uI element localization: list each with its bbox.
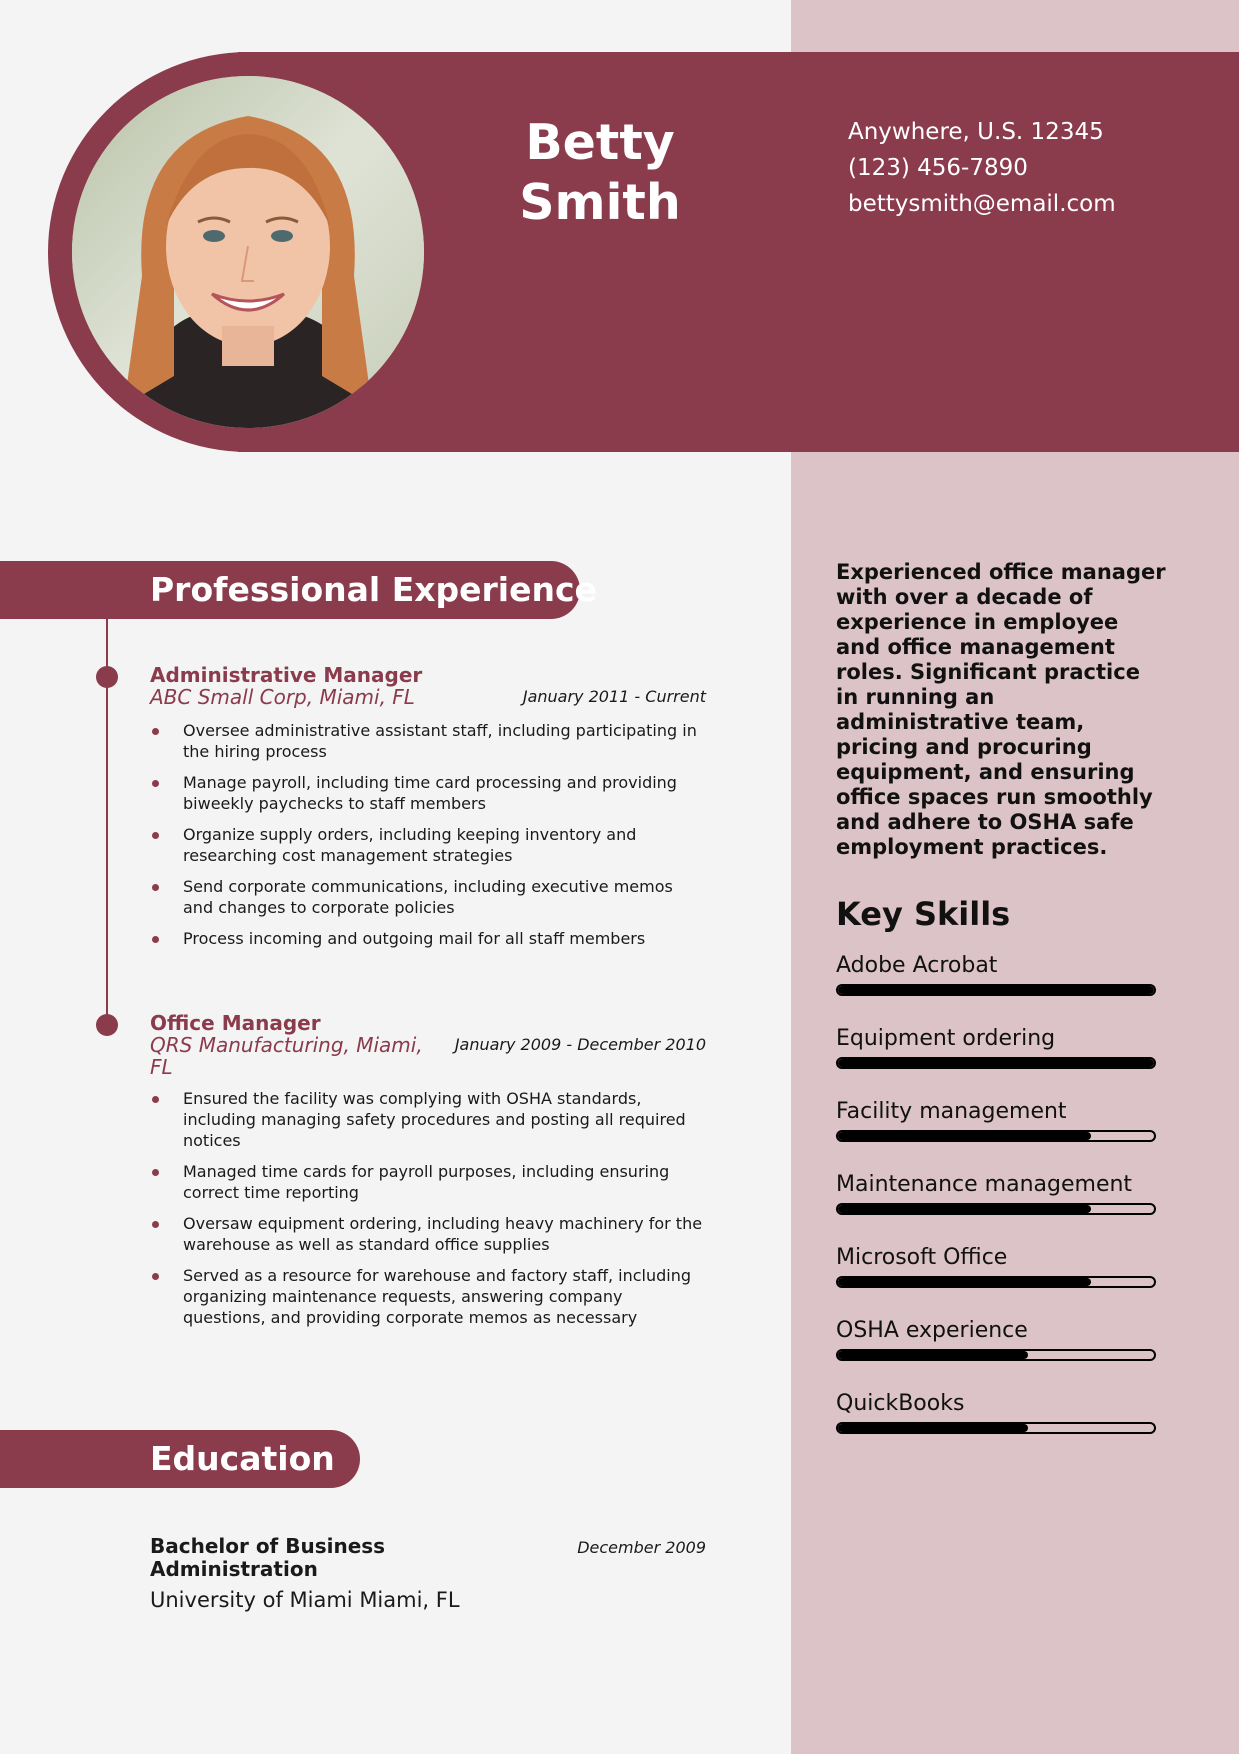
skill-name: OSHA experience xyxy=(836,1318,1028,1343)
job-entry xyxy=(150,664,706,959)
skill-name: Facility management xyxy=(836,1099,1067,1124)
skill-item xyxy=(836,952,1156,1025)
skill-bar xyxy=(836,1349,1156,1361)
skill-item xyxy=(836,1244,1156,1317)
list-item: Managed time cards for payroll purposes, including ensuring correct time reporting xyxy=(150,1161,706,1203)
skill-name: Equipment ordering xyxy=(836,1026,1056,1051)
list-item: Oversee administrative assistant staff, including participating in the hiring process xyxy=(150,720,706,762)
portrait-image xyxy=(72,76,424,428)
skills-list xyxy=(836,952,1156,1463)
experience-heading: Professional Experience xyxy=(150,570,597,609)
education-heading: Education xyxy=(150,1439,335,1478)
education-entry xyxy=(150,1535,706,1613)
professional-summary: Experienced office manager with over a decade of experience in employee and office management roles. Significant practice in running an administrative team, pricing and procuring equipment, and ensuring office spaces run smoothly and adhere to OSHA safe employment practices. xyxy=(836,560,1166,859)
list-item: Send corporate communications, including executive memos and changes to corporate policies xyxy=(150,876,706,918)
skill-item xyxy=(836,1390,1156,1463)
education-section-header xyxy=(0,1430,360,1488)
skill-item xyxy=(836,1171,1156,1244)
job-entry xyxy=(150,1012,706,1338)
company-name: QRS Manufacturing, Miami, FL xyxy=(150,1033,423,1079)
skill-name: QuickBooks xyxy=(836,1391,965,1416)
skill-bar xyxy=(836,1203,1156,1215)
list-item: Ensured the facility was complying with OSHA standards, including managing safety procedures and posting all required notices xyxy=(150,1088,706,1151)
graduation-date: December 2009 xyxy=(577,1538,706,1557)
skill-bar xyxy=(836,984,1156,996)
list-item: Oversaw equipment ordering, including heavy machinery for the warehouse as well as standard office supplies xyxy=(150,1213,706,1255)
job-duties xyxy=(150,720,706,949)
timeline-dot xyxy=(96,666,118,688)
list-item: Process incoming and outgoing mail for all staff members xyxy=(150,928,706,949)
email-link[interactable]: bettysmith@email.com xyxy=(848,191,1116,217)
job-dates: January 2011 - Current xyxy=(522,687,706,706)
job-duties xyxy=(150,1088,706,1328)
skills-heading: Key Skills xyxy=(836,895,1011,933)
skill-bar xyxy=(836,1130,1156,1142)
list-item: Organize supply orders, including keeping inventory and researching cost management strategies xyxy=(150,824,706,866)
skill-bar xyxy=(836,1276,1156,1288)
skill-bar xyxy=(836,1057,1156,1069)
skill-bar-fill xyxy=(838,1132,1091,1140)
skill-bar-fill xyxy=(838,1278,1091,1286)
school-name: University of Miami Miami, FL xyxy=(150,1588,460,1612)
candidate-name: Betty Smith xyxy=(519,114,681,231)
skill-bar xyxy=(836,1422,1156,1434)
degree-title: Bachelor of Business Administration xyxy=(150,1534,386,1581)
skill-item xyxy=(836,1025,1156,1098)
phone-text: (123) 456-7890 xyxy=(848,155,1028,181)
skill-name: Adobe Acrobat xyxy=(836,953,998,978)
company-name: ABC Small Corp, Miami, FL xyxy=(150,685,415,709)
skill-bar-fill xyxy=(838,986,1154,994)
skill-name: Microsoft Office xyxy=(836,1245,1008,1270)
list-item: Manage payroll, including time card processing and providing biweekly paychecks to staff members xyxy=(150,772,706,814)
skill-bar-fill xyxy=(838,1424,1028,1432)
skill-item xyxy=(836,1317,1156,1390)
skill-item xyxy=(836,1098,1156,1171)
job-dates: January 2009 - December 2010 xyxy=(454,1035,706,1054)
skill-bar-fill xyxy=(838,1059,1154,1067)
address-text: Anywhere, U.S. 12345 xyxy=(848,119,1104,145)
skill-bar-fill xyxy=(838,1351,1028,1359)
timeline-dot xyxy=(96,1014,118,1036)
skill-bar-fill xyxy=(838,1205,1091,1213)
skill-name: Maintenance management xyxy=(836,1172,1133,1197)
job-title: Office Manager xyxy=(150,1011,321,1035)
job-title: Administrative Manager xyxy=(150,663,423,687)
profile-photo xyxy=(72,76,424,428)
contact-info xyxy=(848,114,1116,222)
experience-section-header xyxy=(0,561,597,619)
list-item: Served as a resource for warehouse and factory staff, including organizing maintenance requests, answering company questions, and providing corporate memos as necessary xyxy=(150,1265,706,1328)
